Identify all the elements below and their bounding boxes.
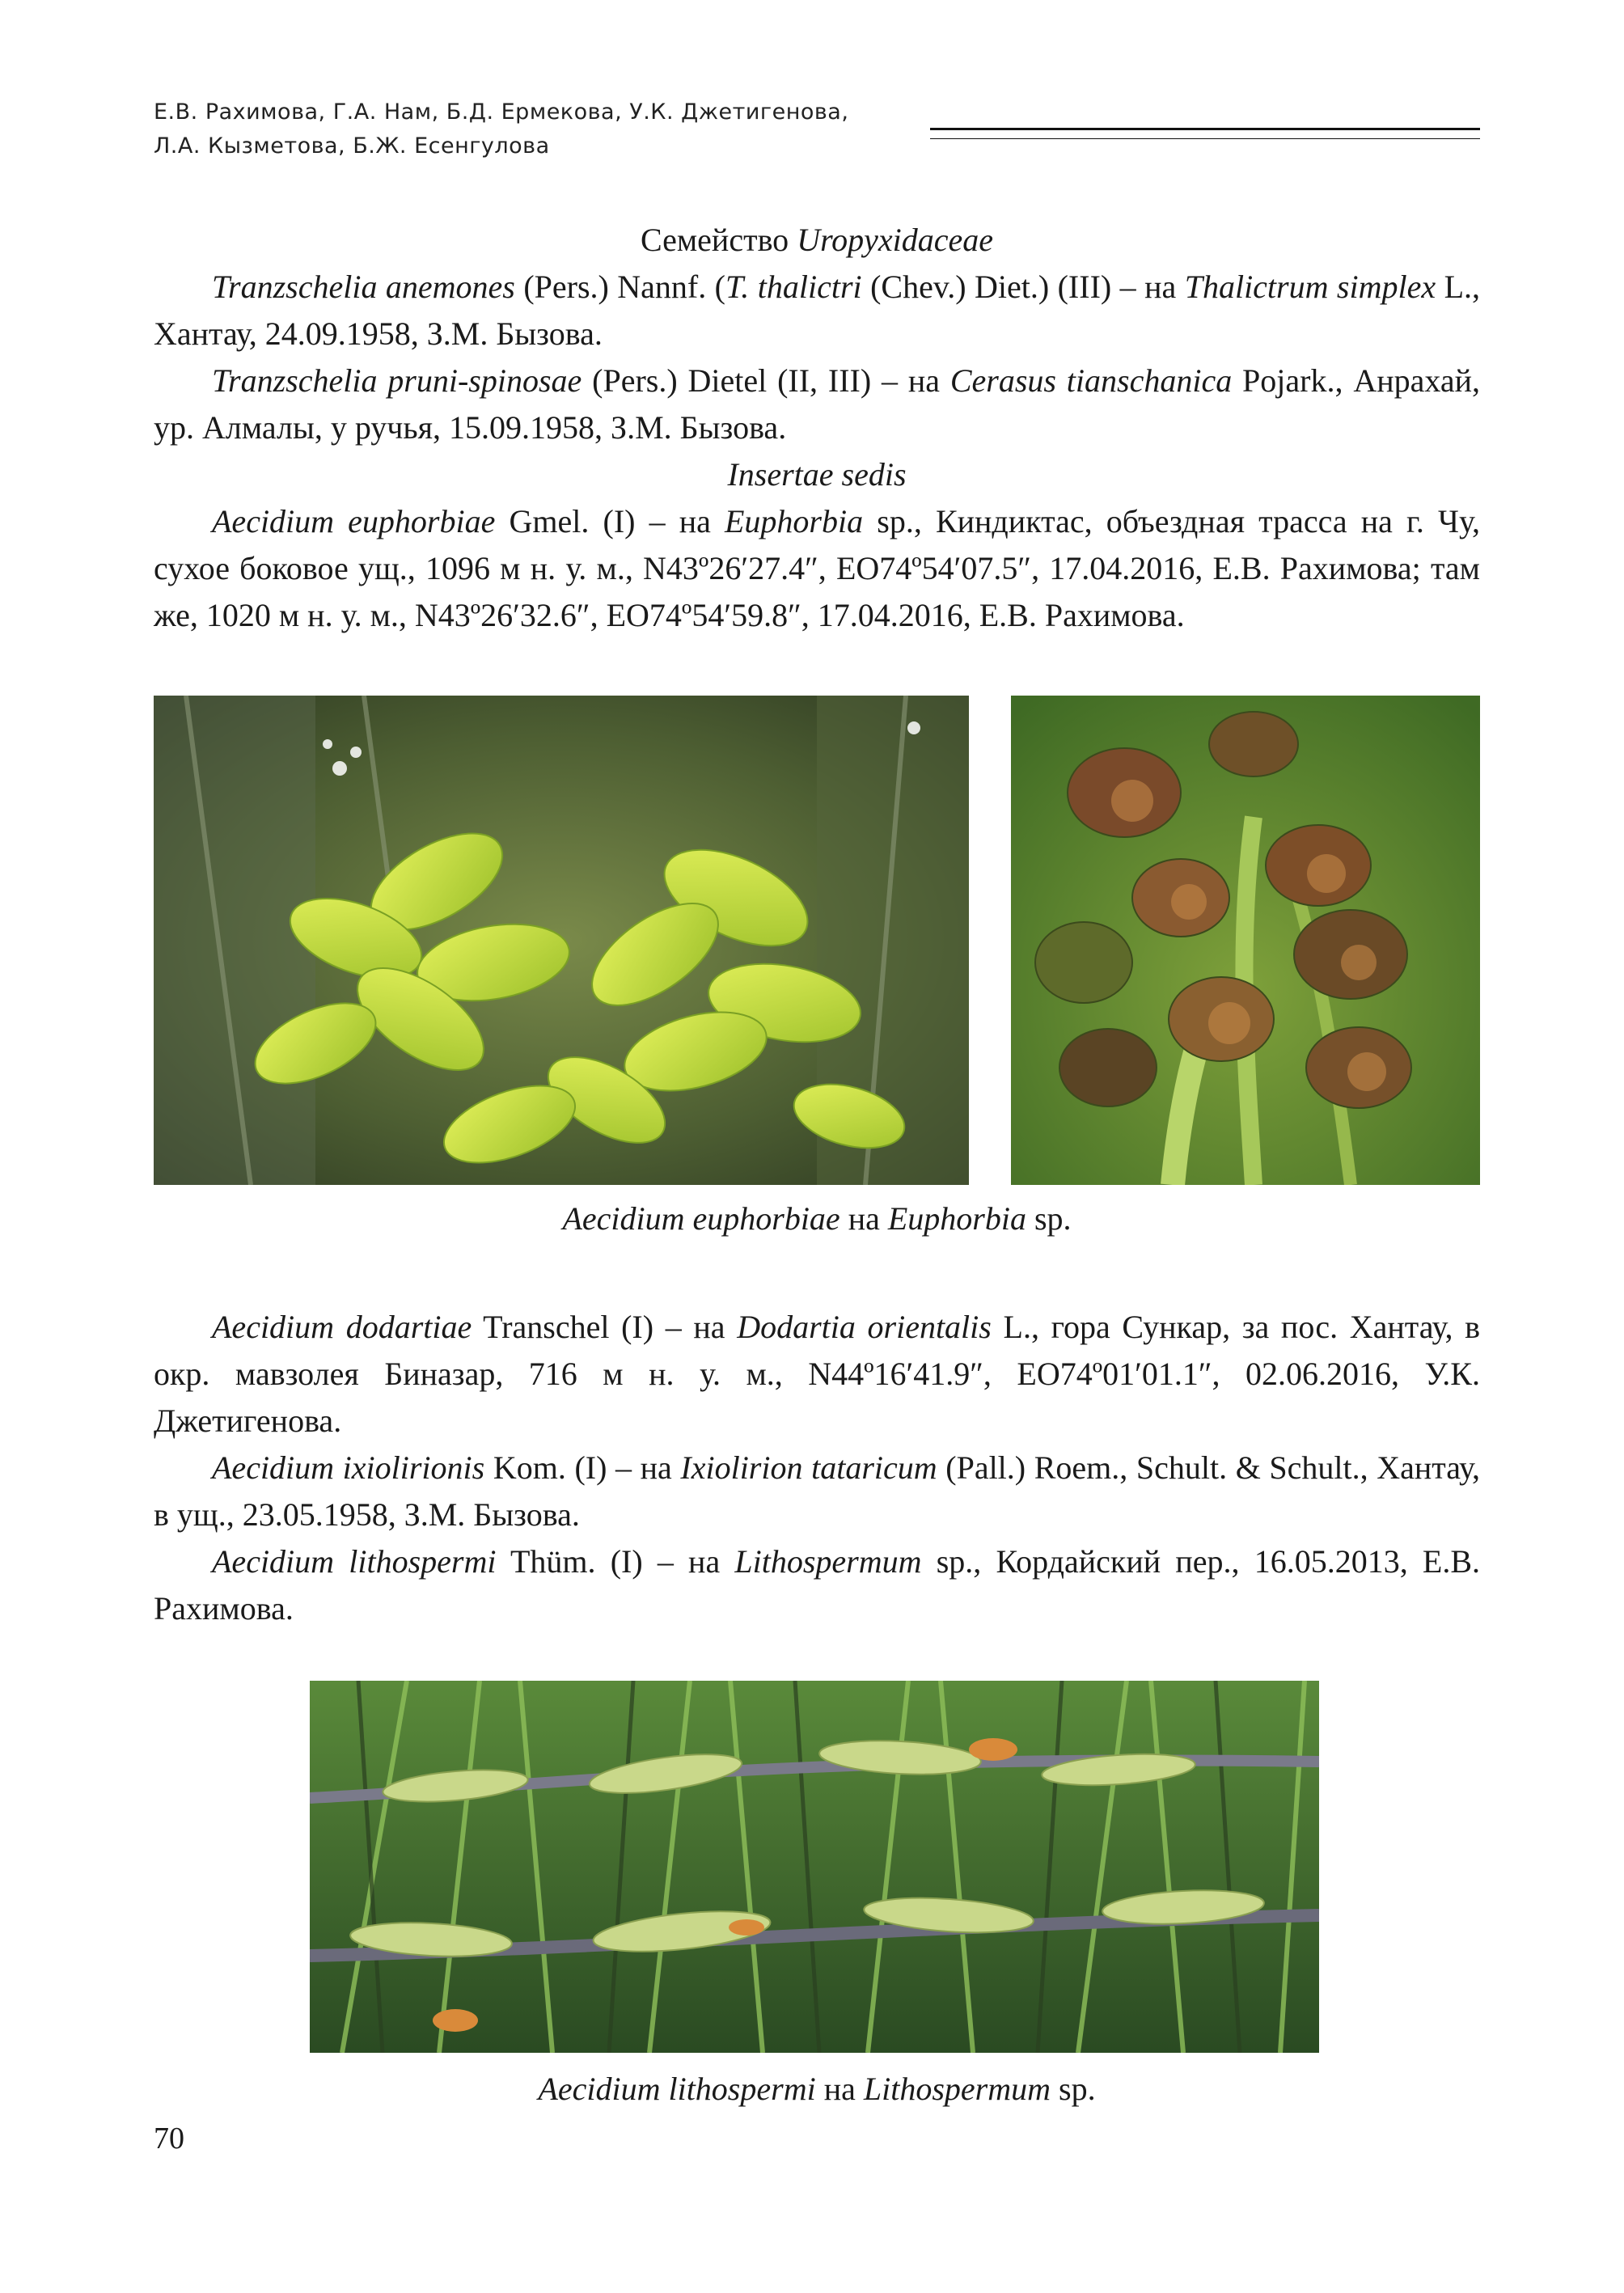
photo-euphorbia-leaves	[154, 696, 969, 1185]
caption-text: на	[839, 1200, 888, 1237]
figure-caption-1	[154, 1195, 1480, 1242]
entry-text: Gmel. (I) – на	[495, 503, 725, 539]
species-name: Tranzschelia anemones	[212, 269, 515, 305]
family-name: Uropyxidaceae	[797, 222, 994, 258]
caption-text: sp.	[1051, 2071, 1096, 2107]
entry-text: L., гора Сункар, за пос. Хантау, в окр. мавзолея Биназар, 716 м н. у. м., N44º16′41.9″, EO74º01′01.1″, 02.06.2016, У.К. Джетигенова.	[154, 1309, 1480, 1439]
header-rule	[930, 128, 1480, 139]
euphorbia-leaves-image	[154, 696, 969, 1185]
entry-aecidium-ixiolirionis	[154, 1445, 1480, 1538]
family-label: Семейство	[640, 222, 789, 258]
host-name: Cerasus tianschanica	[949, 362, 1233, 399]
entry-text: Thüm. (I) – на	[496, 1543, 735, 1580]
entry-text: (Pall.) Roem., Schult. & Schult., Хантау, в ущ., 23.05.1958, З.М. Бызова.	[154, 1449, 1480, 1533]
entry-text: Pojark., Анрахай, ур. Алмалы, у ручья, 15.09.1958, З.М. Бызова.	[154, 362, 1480, 446]
caption-species: Aecidium lithospermi	[538, 2071, 816, 2107]
host-name: Thalictrum simplex	[1184, 269, 1436, 305]
caption-text: sp.	[1026, 1200, 1072, 1237]
host-name: Euphorbia	[725, 503, 864, 539]
species-name: Aecidium ixiolirionis	[212, 1449, 485, 1486]
entry-text: (Pers.) Nannf. (	[514, 269, 726, 305]
photo-euphorbia-rust	[1011, 696, 1480, 1185]
species-name: Tranzschelia pruni-spinosae	[212, 362, 582, 399]
authors-line-1: Е.В. Рахимова, Г.А. Нам, Б.Д. Ермекова, У.К. Джетигенова,	[154, 99, 849, 125]
entry-aecidium-lithospermi	[154, 1538, 1480, 1632]
entry-text: L., Хантау, 24.09.1958, З.М. Бызова.	[154, 269, 1480, 352]
euphorbia-rust-image	[1011, 696, 1480, 1185]
species-name: Aecidium lithospermi	[212, 1543, 497, 1580]
caption-host: Euphorbia	[887, 1200, 1026, 1237]
text-block-lower	[154, 1304, 1480, 1632]
caption-text: на	[815, 2071, 864, 2107]
caption-host: Lithospermum	[863, 2071, 1051, 2107]
entry-text: sp., Кордайский пер., 16.05.2013, Е.В. Рахимова.	[154, 1543, 1481, 1627]
photo-lithospermum	[310, 1681, 1319, 2053]
text-block-upper	[154, 217, 1480, 639]
entry-aecidium-dodartiae	[154, 1304, 1480, 1445]
page-number: 70	[154, 2122, 184, 2156]
entry-text: Kom. (I) – на	[484, 1449, 681, 1486]
entry-tranzschelia-anemones	[154, 264, 1480, 357]
species-name: Aecidium dodartiae	[212, 1309, 472, 1345]
host-name: Ixiolirion tataricum	[680, 1449, 937, 1486]
species-name: Aecidium euphorbiae	[212, 503, 496, 539]
running-header	[154, 95, 922, 163]
entry-text: sp., Киндиктас, объездная трасса на г. Чу, сухое боковое ущ., 1096 м н. у. м., N43º26′27.4″, EO74º54′07.5″, 17.04.2016, Е.В. Рахимова; там же, 1020 м н. у. м., N43º26′32.6″, EO74º54′59.8″, 17.04.2016, Е.В. Рахимова.	[154, 503, 1480, 633]
entry-aecidium-euphorbiae	[154, 498, 1480, 639]
authors-line-2: Л.А. Кызметова, Б.Ж. Есенгулова	[154, 133, 550, 159]
insertae-heading	[154, 451, 1480, 498]
entry-text: Transchel (I) – на	[472, 1309, 738, 1345]
entry-text: (Chev.) Diet.) (III) – на	[861, 269, 1185, 305]
synonym-name: T. thalictri	[725, 269, 862, 305]
insertae-label: Insertae sedis	[727, 456, 907, 493]
host-name: Dodartia orientalis	[737, 1309, 992, 1345]
family-heading	[154, 217, 1480, 264]
host-name: Lithospermum	[734, 1543, 922, 1580]
entry-tranzschelia-pruni	[154, 357, 1480, 451]
entry-text: (Pers.) Dietel (II, III) – на	[582, 362, 950, 399]
lithospermum-image	[310, 1681, 1319, 2053]
caption-species: Aecidium euphorbiae	[562, 1200, 840, 1237]
figure-caption-2	[154, 2066, 1480, 2113]
